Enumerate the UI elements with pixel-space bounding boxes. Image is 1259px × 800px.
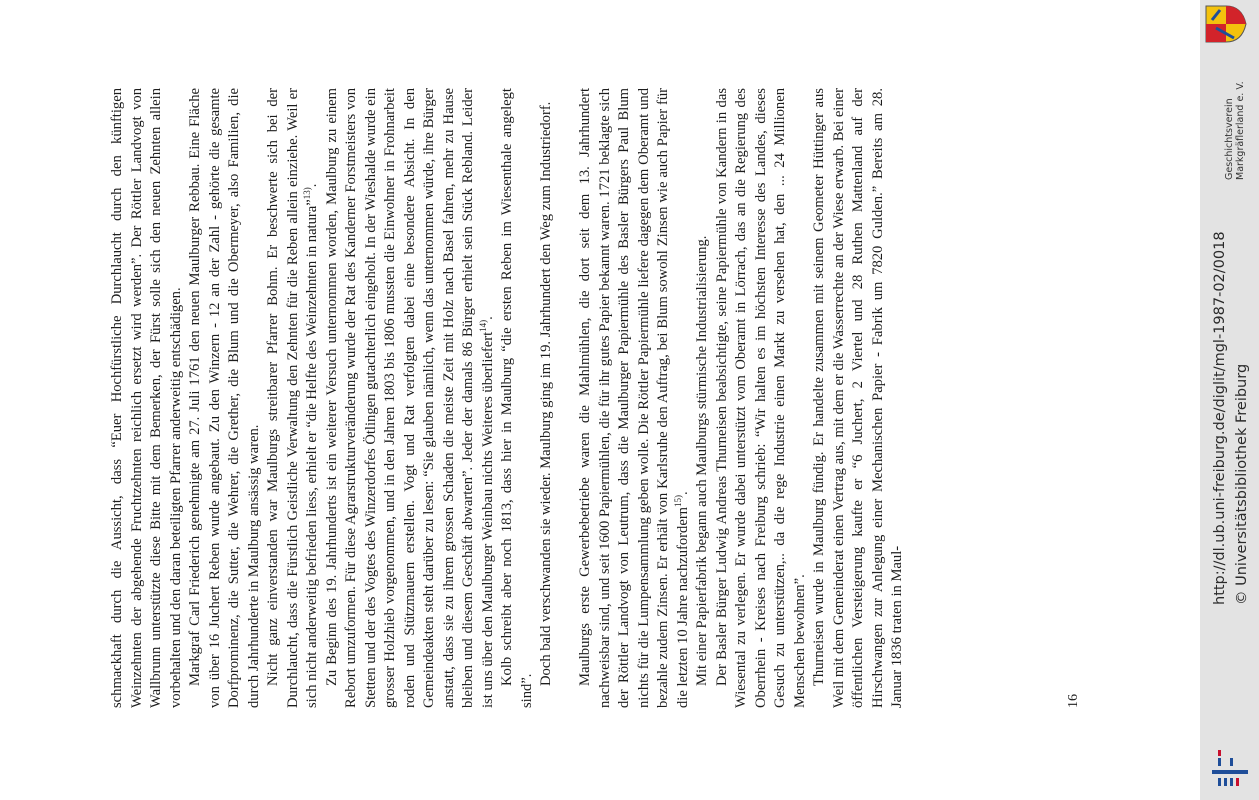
paragraph-text: Maulburgs erste Gewerbebetriebe waren die Mahlmühlen, die dort seit dem 13. Jahrhundert nachweisbar sind, und seit 1600 Papiermühlen, die für ihr gutes Papier bekannt waren. 1721 beklagte sich der Röttler Landvogt von Leutrum, dass die Maulburger Papiermühle des Basler Bürgers Paul Blum nichts für die Lumpensammlung geben wolle. Die Röttler Papiermühle liefere dagegen dem Oberamt und bezahle zudem Zinsen. Er erhält von Karlsruhe den Auftrag, bei Blum sowohl Zinsen wie auch Papier für die letzten 10 Jahre nachzufordern [577,88,691,708]
paragraph-text: Zu Beginn des 19. Jahrhunderts ist ein weiterer Versuch unternommen worden, Maulburg zu einem Rebort umzuformen. Für diese Agrarstrukturveränderung wurde der Rat des Kanderner Forstmeisters von Stetten und der des Vogtes des Winzerdorfes Ötlingen gutachterlich eingeholt. In der Wieshalde wurde ein grosser Holzhieb vorgenommen, und in den Jahren 1803 bis 1806 mussten die Einwohner in Frohnarbeit roden und Stützmauern erstellen. Vogt und Rat verfolgten dabei eine besondere Absicht. In den Gemeindeakten steht darüber zu lesen: “Sie glauben nämlich, wenn das unternommen würde, ihre Bürger anstatt, dass sie zu ihrem grossen Schaden die meiste Zeit mit Holz nach Basel fahren, mehr zu Hause bleiben und diesem Geschäft abwarten”. Jeder der damals 86 Bürger erhielt sein Stück Rebland. Leider ist uns über den Maulburger Weinbau nichts Weiteres überliefert [323,88,496,708]
society-name-line2: Markgräflerland e. V. [1235,81,1246,180]
page-number: 16 [1066,694,1081,708]
society-name-line1: Geschichtsverein [1224,98,1235,180]
copyright-notice: © Universitätsbibliothek Freiburg [1234,363,1250,605]
society-name [1224,81,1246,180]
paragraph-text: schmackhaft durch die Aussicht, dass “Euer Hochfürstliche Durchlaucht durch den künftigen Weinzehnten der abgehende Fruchtzehnten reichlich ersetzt wird werden”. Der Röttler Landvogt von Wallbrunn unterstützte diese Bitte mit dem Bemerken, der Fürst solle sich den neuen Zehnten allein vorbehalten und den daran beteiligten Pfarrer anderweitig entschädigen. [109,88,184,708]
viewer-sidebar [1200,0,1259,800]
paragraph-text: Markgraf Carl Friederich genehmigte am 27. Juli 1761 den neuen Maulburger Rebbau. Eine Fläche von über 16 Juchert Reben wurde angebaut. Zu den Winzern - 12 an der Zahl - gehörte die gesamte Dorfprominenz, die Sutter, die Wehrer, die Grether, die Blum und die Obermeyer, also Familien, die durch Jahrhunderte in Maulburg ansässig waren. [187,88,262,708]
paragraph-text-end: . [479,316,496,320]
document-url-link[interactable]: http://dl.ub.uni-freiburg.de/diglit/mgl-1987-02/0018 [1212,231,1228,605]
markgraeflerland-crest-icon [1204,4,1248,44]
paragraph-text: Nicht ganz einverstanden war Maulburgs streitbarer Pfarrer Bohm. Er beschwerte sich bei der Durchlaucht, dass die Fürstlich Geistliche Verwaltung den Zehnten für die Reben allein einziehe. Weil er sich nicht anderweitig befrieden liess, erhielt er “die Helfte des Weinzehnten in natura” [265,88,320,708]
ub-freiburg-logo-icon [1208,746,1252,790]
footnote-reference: 15) [672,495,683,508]
paragraph-text: Thurneisen wurde in Maulburg fündig. Er handelte zusammen mit seinem Geometer Hüttinger aus Weil mit dem Gemeinderat einen Vertrag aus, mit dem er die Wasserrechte an der Wiese erwarb. Bei einer öffentlichen Versteigerung kaufte er “6 Juchert, 2 Viertel und 28 Ruthen Mattenland auf der Hirschwangen zur Anlegung einer Mechanischen Papier - Fabrik um 7820 Gulden.” Bereits am 28. Januar 1836 traten in Maul- [811,88,905,708]
paragraph-text: Kolb schreibt aber noch 1813, dass hier in Maulburg “die ersten Reben im Wiesenthale angelegt sind”. [499,88,535,708]
paragraph-text-end: . [674,491,691,496]
paragraph-text: Doch bald verschwanden sie wieder. Maulburg ging im 19. Jahrhundert den Weg zum Industriedorf. [538,101,554,686]
footnote-reference: 13) [302,187,313,200]
paragraph-text: Mit einer Papierfabrik begann auch Maulburgs stürmische Industrialisierung. [694,235,710,686]
footnote-reference: 14) [477,319,488,332]
paragraph-text-end: . [304,183,320,188]
paragraph-text: Der Basler Bürger Ludwig Andreas Thurneisen beabsichtigte, seine Papiermühle von Kandern in das Wiesental zu verlegen. Er wurde dabei unterstützt vom Oberamt in Lörrach, das an die Regierung des Oberrhein - Kreises nach Freiburg schrieb: “Wir halten es im höchsten Interesse des Landes, dieses Gesuch zu unterstützen,.. da die rege Industrie einen Markt zu versehen hat, den ... 24 Millionen Menschen bewohnen”. [713,88,808,708]
